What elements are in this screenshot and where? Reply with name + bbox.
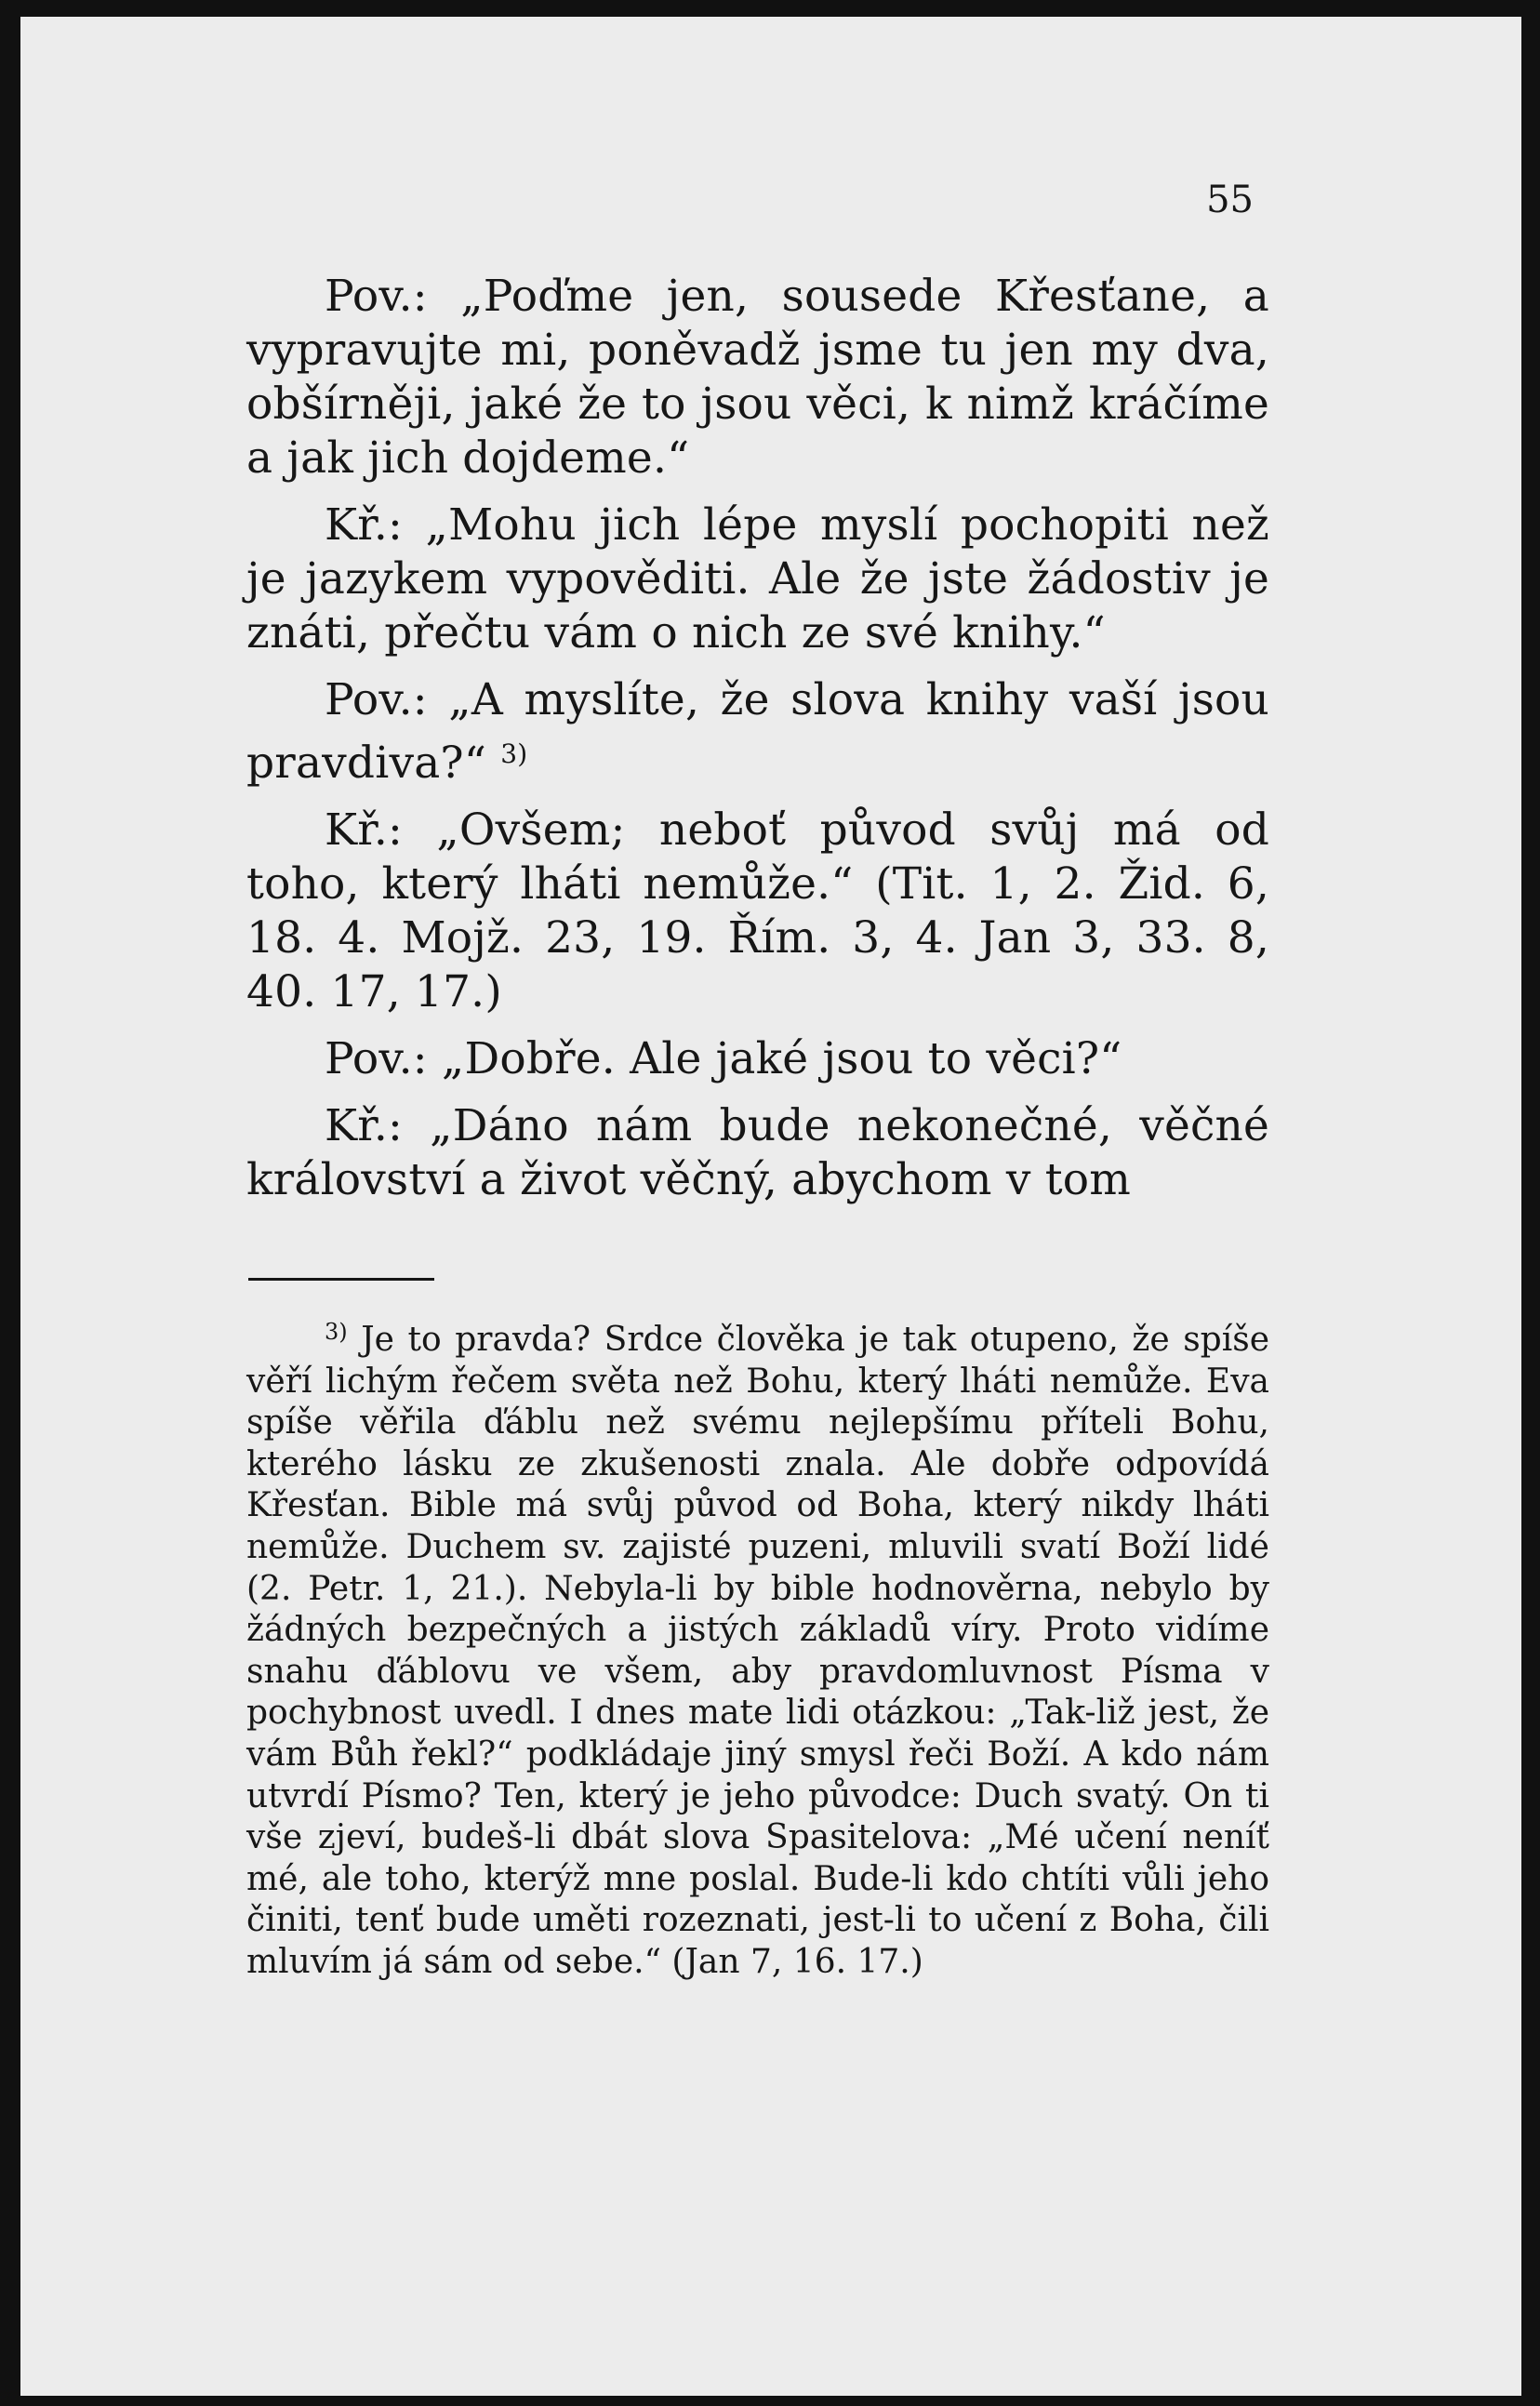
book-page: [20, 17, 1521, 2396]
paragraph: Pov.: „Poďme jen, sousede Křesťane, a vypravujte mi, poněvadž jsme tu jen my dva, obšírněji, jaké že to jsou věci, k nimž kráčíme a jak jich dojdeme.“: [246, 271, 1269, 484]
paragraph: Kř.: „Dáno nám bude nekonečné, věčné království a život věčný, abychom v tom: [246, 1100, 1269, 1205]
paragraph: Kř.: „Mohu jich lépe myslí pochopiti než je jazykem vypověditi. Ale že jste žádostiv je znáti, přečtu vám o nich ze své knihy.“: [246, 499, 1269, 658]
footnote: [246, 1311, 1269, 1984]
footnote-text: Je to pravda? Srdce člověka je tak otupeno, že spíše věří lichým řečem světa než Bohu, který lháti nemůže. Eva spíše věřila ďáblu než svému nejlepšímu příteli Bohu, kterého lásku ze zkušenosti znala. Ale dobře odpovídá Křesťan. Bible má svůj původ od Boha, který nikdy lháti nemůže. Duchem sv. zajisté puzeni, mluvili svatí Boží lidé (2. Petr. 1, 21.). Nebyla-li by bible hodnověrna, nebylo by žádných bezpečných a jistých základů víry. Proto vidíme snahu ďáblovu ve všem, aby pravdomluvnost Písma v pochybnost uvedl. I dnes mate lidi otázkou: „Tak-liž jest, že vám Bůh řekl?“ podkládaje jiný smysl řeči Boží. A kdo nám utvrdí Písmo? Ten, který je jeho původce: Duch svatý. On ti vše zjeví, budeš-li dbát slova Spasitelova: „Mé učení neníť mé, ale toho, kterýž mne poslal. Bude-li kdo chtíti vůli jeho činiti, tenť bude uměti rozeznati, jest-li to učení z Boha, čili mluvím já sám od sebe.“ (Jan 7, 16. 17.): [246, 1321, 1269, 1981]
main-text: [246, 270, 1269, 1207]
paragraph: [246, 673, 1269, 791]
page-number: 55: [1206, 179, 1254, 221]
footnote-divider: [248, 1278, 434, 1281]
footnote-reference: 3): [500, 738, 528, 769]
paragraph: Pov.: „Dobře. Ale jaké jsou to věci?“: [325, 1033, 1122, 1084]
footnote-marker: 3): [325, 1319, 348, 1345]
paragraph-text: Pov.: „A myslíte, že slova knihy vaší jsou pravdiva?“: [246, 674, 1269, 789]
paragraph: Kř.: „Ovšem; neboť původ svůj má od toho, který lháti nemůže.“ (Tit. 1, 2. Žid. 6, 18. 4. Mojž. 23, 19. Řím. 3, 4. Jan 3, 33. 8, 40. 17, 17.): [246, 804, 1269, 1017]
